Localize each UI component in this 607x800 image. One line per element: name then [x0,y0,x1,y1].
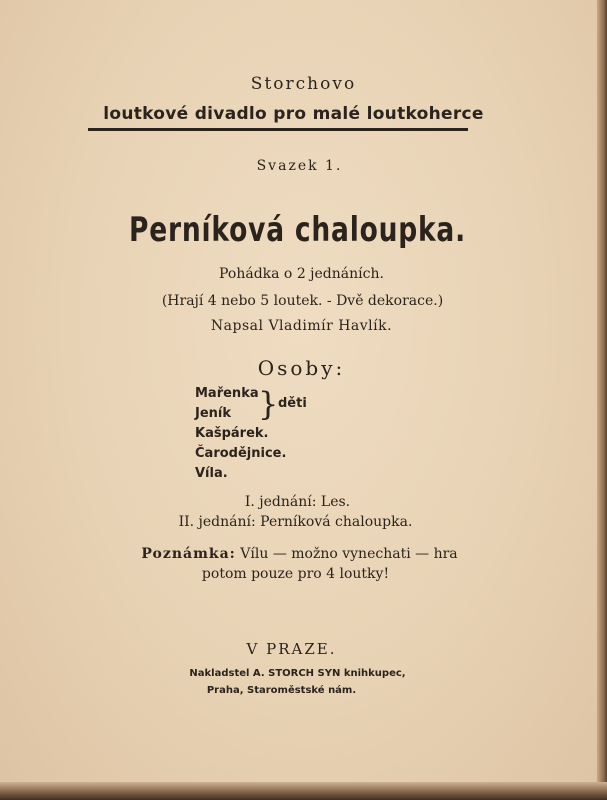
imprint-publisher: Nakladstel A. STORCH SYN knihkupec, [189,668,406,679]
act-two: II. jednání: Perníková chaloupka. [178,514,413,530]
cast-member: Mařenka [195,386,259,401]
book-edge-right [597,0,607,800]
note-line-1 [0,546,603,562]
imprint-place: V PRAZE. [246,640,337,658]
cast-note: (Hrají 4 nebo 5 loutek. - Dvě dekorace.) [161,293,444,309]
author-line: Napsal Vladimír Havlík. [210,318,393,334]
act-one: I. jednání: Les. [244,494,351,510]
note-label: Poznámka: [141,546,236,562]
volume-number: Svazek 1. [256,158,343,174]
cast-member: Víla. [195,466,228,481]
publisher-name: Storchovo [250,74,357,94]
play-title: Perníková chaloupka. [129,210,466,250]
persons-heading: Osoby: [257,356,346,380]
series-title: loutkové divadlo pro malé loutkoherce [103,104,484,124]
cast-member: Jeník [195,406,232,421]
book-edge-bottom [0,782,607,800]
children-label: děti [278,396,307,411]
header-rule [88,128,468,131]
note-text: Vílu — možno vynechati — hra [240,546,458,562]
imprint-address: Praha, Staroměstské nám. [206,685,357,696]
children-brace: } [258,385,279,423]
play-subtitle: Pohádka o 2 jednáních. [219,266,384,282]
note-line-2: potom pouze pro 4 loutky! [201,566,390,582]
cast-member: Čarodějnice. [195,446,287,461]
cast-member: Kašpárek. [195,426,269,441]
